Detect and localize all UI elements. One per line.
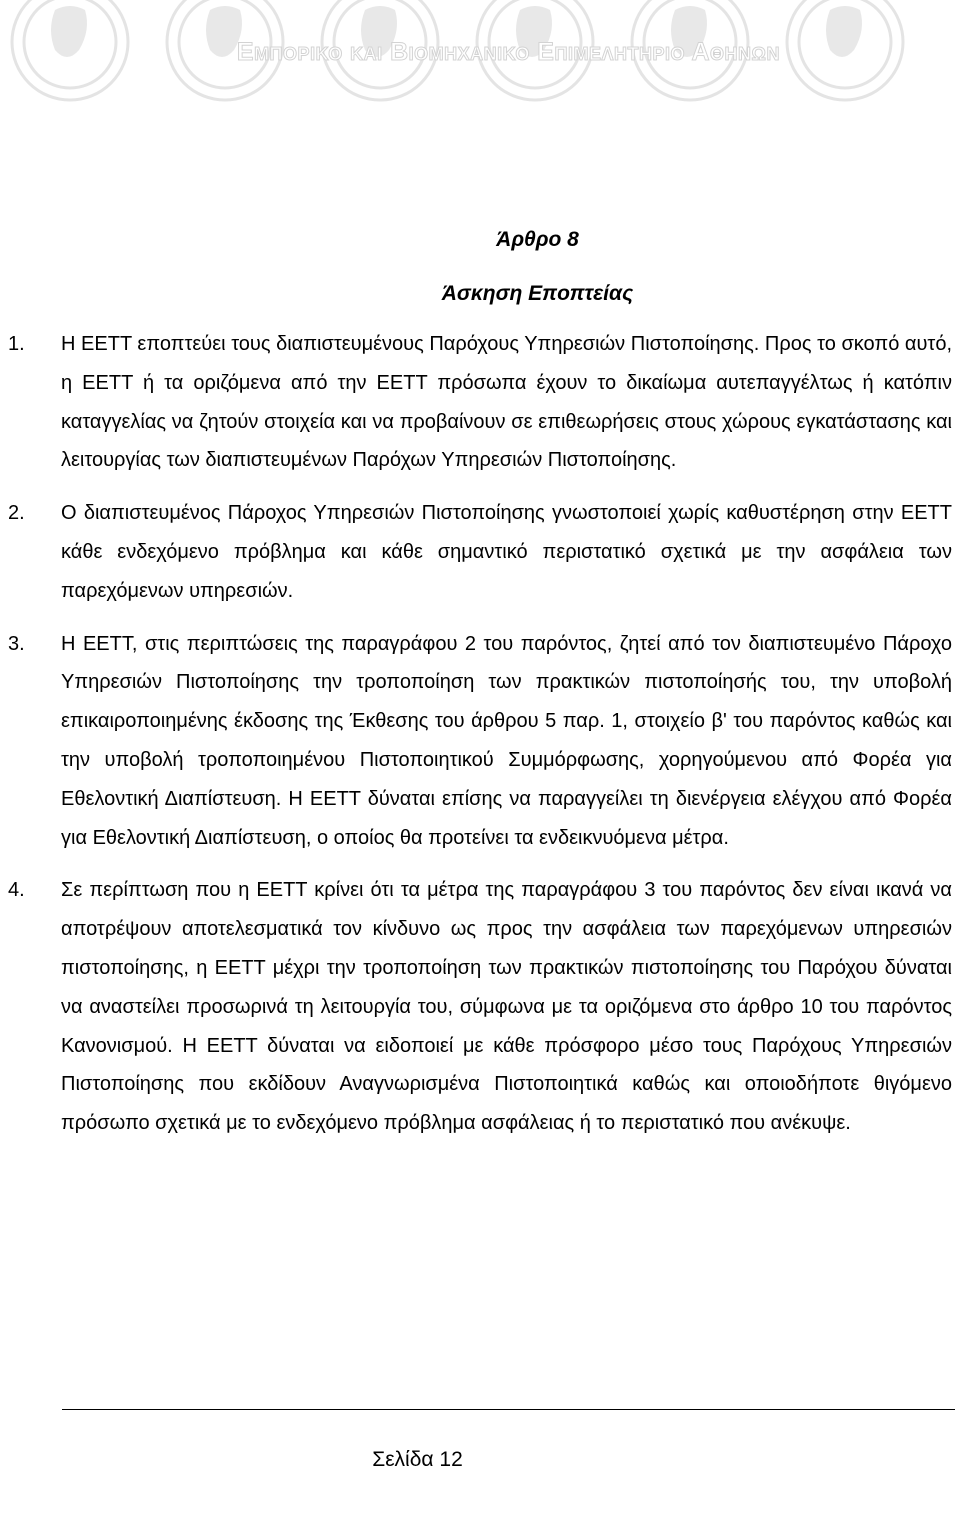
paragraph-text: Η ΕΕΤΤ, στις περιπτώσεις της παραγράφου 2 του παρόντος, ζητεί από τον διαπιστευμένο Πάροχο Υπηρεσιών Πιστοποίησης την τροποποίηση των πρακτικών πιστοποίησής του, την υποβολή επικαιροποιημένης έκδοσης της Έκθεσης του άρθρου 5 παρ. 1, στοιχείο β' του παρόντος καθώς και την υποβολή τροποποιημένου Πιστοποιητικού Συμμόρφωσης, χορηγούμενου από Φορέα για Εθελοντική Διαπίστευση. Η ΕΕΤΤ δύναται επίσης να παραγγείλει τη διενέργεια ελέγχου από Φορέα για Εθελοντική Διαπίστευση, ο οποίος θα προτείνει τα ενδεικνυόμενα μέτρα. xyxy=(61,632,952,849)
paragraph-number: 4. xyxy=(8,879,25,902)
paragraph-number: 3. xyxy=(8,632,25,655)
paragraph-number: 2. xyxy=(8,502,25,525)
page-number: Σελίδα 12 xyxy=(372,1448,463,1471)
page-header xyxy=(0,0,960,110)
article-title: Άσκηση Εποπτείας xyxy=(441,282,634,305)
paragraph-1 xyxy=(0,325,960,480)
paragraph-2 xyxy=(0,494,960,610)
header-title: Εμπορικο και Βιομηχανικο Επιμελητηριο Αθηνων xyxy=(236,38,780,66)
paragraph-number: 1. xyxy=(8,333,25,355)
paragraph-text: Σε περίπτωση που η ΕΕΤΤ κρίνει ότι τα μέτρα της παραγράφου 3 του παρόντος δεν είναι ικανά να αποτρέψουν αποτελεσματικά τον κίνδυνο ως προς την ασφάλεια των παρεχόμενων υπηρεσιών πιστοποίησης, η ΕΕΤΤ μέχρι την τροποποίηση των πρακτικών πιστοποίησης του Παρόχου δύναται να αναστείλει προσωρινά τη λειτουργία του, σύμφωνα με τα οριζόμενα στο άρθρο 10 του παρόντος Κανονισμού. Η ΕΕΤΤ δύναται να ειδοποιεί με κάθε πρόσφορο μέσο τους Παρόχους Υπηρεσιών Πιστοποίησης που εκδίδουν Αναγνωρισμένα Πιστοποιητικά καθώς και οποιοδήποτε θιγόμενο πρόσωπο σχετικά με το ενδεχόμενο πρόβλημα ασφάλειας ή το περιστατικό που ανέκυψε. xyxy=(61,879,952,1135)
paragraph-4 xyxy=(0,871,960,1143)
footer-divider xyxy=(62,1409,955,1410)
article-number: Άρθρο 8 xyxy=(496,228,579,251)
paragraph-text: Η ΕΕΤΤ εποπτεύει τους διαπιστευμένους Παρόχους Υπηρεσιών Πιστοποίησης. Προς το σκοπό αυτό, η ΕΕΤΤ ή τα οριζόμενα από την ΕΕΤΤ πρόσωπα έχουν το δικαίωμα αυτεπαγγέλτως ή κατόπιν καταγγελίας να ζητούν στοιχεία και να προβαίνουν σε επιθεωρήσεις στους χώρους εγκατάστασης και λειτουργίας των διαπιστευμένων Παρόχων Υπηρεσιών Πιστοποίησης. xyxy=(61,333,952,472)
article-body xyxy=(0,325,960,1157)
paragraph-3 xyxy=(0,625,960,858)
paragraph-text: Ο διαπιστευμένος Πάροχος Υπηρεσιών Πιστοποίησης γνωστοποιεί χωρίς καθυστέρηση στην ΕΕΤΤ κάθε ενδεχόμενο πρόβλημα και κάθε σημαντικό περιστατικό σχετικά με την ασφάλεια των παρεχόμενων υπηρεσιών. xyxy=(61,502,952,602)
